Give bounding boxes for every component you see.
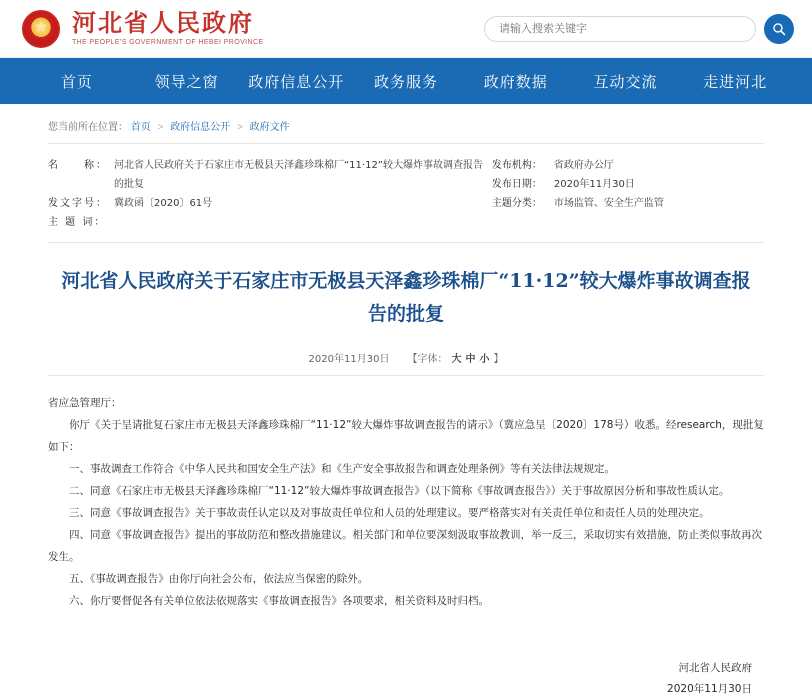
- search-button[interactable]: [764, 14, 794, 44]
- meta-label-publish-date: 发布日期：: [491, 179, 542, 190]
- article-paragraph: 四、同意《事故调查报告》提出的事故防范和整改措施建议。相关部门和单位要深刻汲取事故教训，举一反三，采取切实有效措施，防止类似事故再次发生。: [48, 528, 762, 563]
- font-size-small[interactable]: 小: [479, 353, 490, 365]
- meta-label-name: 名 称：: [48, 160, 108, 171]
- article-paragraph: 六、你厅要督促各有关单位依法依规落实《事故调查报告》各项要求，相关资料及时归档。: [69, 594, 489, 607]
- meta-row-publisher: [492, 156, 764, 175]
- site-title-block: [72, 8, 264, 47]
- content-area: [0, 104, 812, 700]
- nav-item-gov-data[interactable]: 政府数据: [483, 72, 548, 91]
- nav-item-interaction[interactable]: 互动交流: [593, 72, 658, 91]
- meta-label-doc-number: 发文字号：: [48, 198, 108, 209]
- meta-label-keywords: 主 题 词：: [48, 217, 107, 228]
- meta-value-publisher: 省政府办公厅: [553, 160, 614, 171]
- nav-item-about-hebei[interactable]: 走进河北: [703, 72, 768, 91]
- article-paragraph: 三、同意《事故调查报告》关于事故责任认定以及对事故责任单位和人员的处理建议。要严格落实对有关责任单位和责任人员的处理决定。: [69, 506, 710, 519]
- meta-label-publisher: 发布机构：: [491, 160, 542, 171]
- nav-item-gov-info-disclosure[interactable]: 政府信息公开: [248, 72, 345, 91]
- main-navigation: [0, 58, 812, 104]
- meta-value-name: 河北省人民政府关于石家庄市无极县天泽鑫珍珠棉厂“11·12”较大爆炸事故调查报告的批复: [114, 160, 483, 190]
- signature-date: 2020年11月30日: [667, 682, 752, 695]
- site-header: [0, 0, 812, 58]
- national-emblem-icon: [22, 10, 60, 48]
- breadcrumb-prefix: 您当前所在位置：: [48, 122, 128, 133]
- search-box: [484, 14, 794, 44]
- meta-row-name: [48, 156, 492, 194]
- breadcrumb-separator-1: >: [157, 122, 164, 133]
- meta-row-doc-number: [48, 194, 492, 213]
- meta-value-category: 市场监管、安全生产监管: [553, 198, 664, 209]
- article-paragraph: 五、《事故调查报告》由你厅向社会公布，依法应当保密的除外。: [69, 572, 369, 585]
- breadcrumb-item-home[interactable]: 首页: [130, 122, 151, 133]
- document-meta-right: [492, 156, 764, 232]
- document-meta-left: [48, 156, 492, 232]
- site-title-en: THE PEOPLE'S GOVERNMENT OF HEBEI PROVINCE: [72, 38, 264, 46]
- nav-item-home[interactable]: 首页: [60, 72, 93, 91]
- meta-row-publish-date: [492, 175, 764, 194]
- font-size-label: 【字体：: [407, 353, 448, 365]
- document-meta: [48, 144, 764, 243]
- meta-row-keywords: [48, 213, 492, 232]
- font-size-close-bracket: 】: [493, 353, 504, 365]
- breadcrumb: [48, 104, 764, 144]
- nav-item-leaders[interactable]: 领导之窗: [154, 72, 219, 91]
- font-size-large[interactable]: 大: [451, 353, 462, 365]
- font-size-control: [407, 350, 503, 365]
- meta-value-doc-number: 冀政函〔2020〕61号: [114, 198, 213, 209]
- meta-value-publish-date: 2020年11月30日: [553, 179, 635, 190]
- signature-organization: 河北省人民政府: [678, 661, 752, 674]
- nav-item-gov-services[interactable]: 政务服务: [374, 72, 439, 91]
- font-size-medium[interactable]: 中: [465, 353, 476, 365]
- meta-row-category: [492, 194, 764, 213]
- article-body: [48, 376, 764, 612]
- breadcrumb-separator-2: >: [236, 122, 243, 133]
- article-signature: [48, 658, 764, 700]
- breadcrumb-item-gov-info[interactable]: 政府信息公开: [170, 122, 231, 133]
- article-paragraph: 一、事故调查工作符合《中华人民共和国安全生产法》和《生产安全事故报告和调查处理条例》等有关法律法规规定。: [69, 462, 615, 475]
- article-subbar: [48, 338, 764, 376]
- site-title-cn: 河北省人民政府: [72, 8, 254, 37]
- article-paragraph: 你厅《关于呈请批复石家庄市无极县天泽鑫珍珠棉厂“11·12”较大爆炸事故调查报告的请示》（冀应急呈〔2020〕178号）收悉。经research，现批复如下：: [48, 418, 764, 453]
- search-input[interactable]: [484, 16, 756, 42]
- article-date: 2020年11月30日: [308, 353, 390, 365]
- article-paragraph: 二、同意《石家庄市无极县天泽鑫珍珠棉厂“11·12”较大爆炸事故调查报告》（以下简称《事故调查报告》）关于事故原因分析和事故性质认定。: [69, 484, 730, 497]
- meta-label-category: 主题分类：: [491, 198, 542, 209]
- search-icon: [772, 22, 786, 36]
- breadcrumb-item-gov-document[interactable]: 政府文件: [249, 122, 290, 133]
- article-title: 河北省人民政府关于石家庄市无极县天泽鑫珍珠棉厂“11·12”较大爆炸事故调查报告的批复: [61, 270, 751, 326]
- article-paragraph: 省应急管理厅：: [48, 396, 122, 409]
